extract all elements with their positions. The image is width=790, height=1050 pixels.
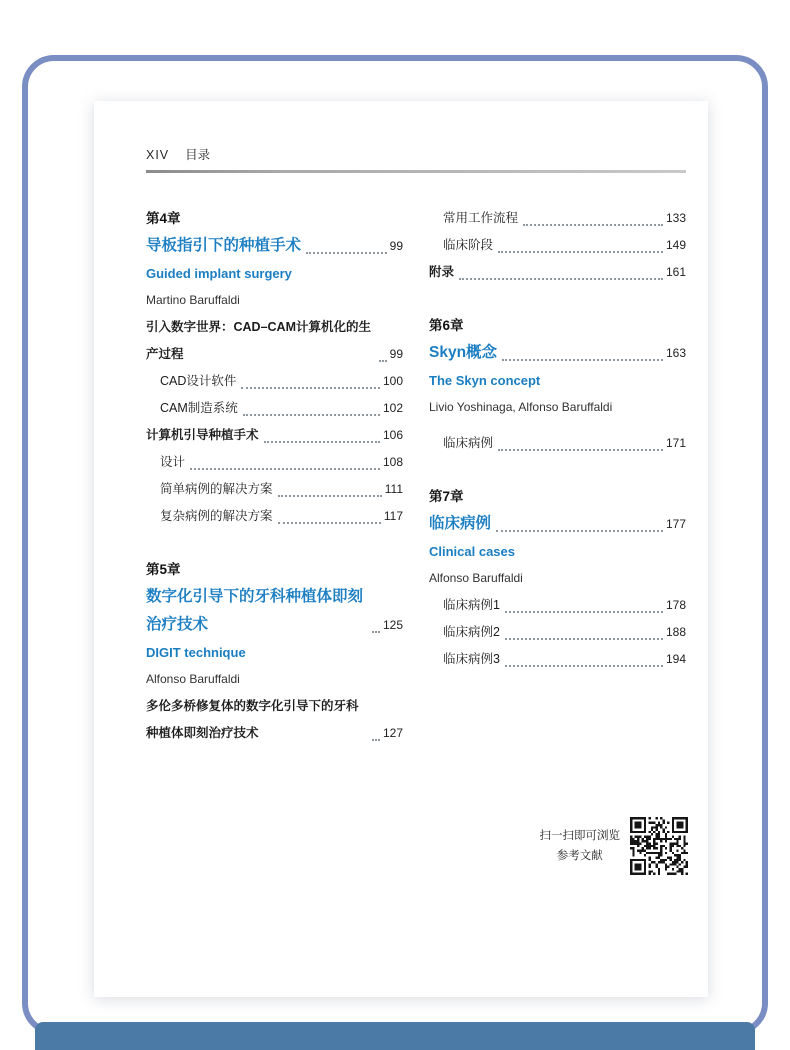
toc-entry (429, 205, 686, 232)
page-number: 111 (384, 482, 403, 496)
qr-code (630, 817, 688, 875)
chapter-title-cn (146, 583, 403, 639)
dot-leader (264, 441, 380, 443)
page-number: 108 (382, 455, 403, 469)
row-text: 第7章 (429, 489, 464, 504)
page-number: 188 (665, 625, 686, 639)
toc-entry (146, 503, 403, 530)
page-number: 194 (665, 652, 686, 666)
toc-entry (146, 449, 403, 476)
row-text: Martino Baruffaldi (146, 293, 240, 307)
chapter-title-cn (429, 339, 686, 367)
dot-leader (498, 449, 663, 451)
row-text: 第4章 (146, 211, 181, 226)
row-text: CAD设计软件 (160, 374, 237, 388)
header-rule (146, 170, 686, 173)
page-frame (22, 55, 768, 1035)
row-text: DIGIT technique (146, 645, 246, 660)
page-number: 99 (389, 347, 403, 361)
qr-caption (540, 826, 621, 866)
toc-entry (146, 395, 403, 422)
dot-leader (190, 468, 380, 470)
chapter-title-en (429, 367, 686, 394)
page-number: 133 (665, 211, 686, 225)
row-text: CAM制造系统 (160, 401, 238, 415)
dot-leader (502, 359, 663, 361)
row-text: 导板指引下的种植手术 (146, 237, 302, 254)
page-number: 100 (382, 374, 403, 388)
toc-columns (146, 205, 686, 747)
author-line (146, 287, 403, 314)
row-text: 计算机引导种植手术 (146, 428, 259, 442)
row-text: 临床病例 (443, 436, 494, 450)
row-text: Livio Yoshinaga, Alfonso Baruffaldi (429, 400, 613, 414)
chapter-title-en (146, 260, 403, 287)
dot-leader (243, 414, 380, 416)
chapter-title-en (146, 639, 403, 666)
page-number: 99 (389, 239, 403, 253)
dot-leader (372, 739, 380, 741)
row-text: 引入数字世界：CAD–CAM计算机化的生产过程 (146, 320, 372, 361)
row-text: 简单病例的解决方案 (160, 482, 273, 496)
page-number: 125 (382, 618, 403, 632)
dot-leader (523, 224, 663, 226)
dot-leader (278, 522, 381, 524)
dot-leader (459, 278, 663, 280)
qr-caption-line1: 扫一扫即可浏览 (539, 830, 620, 842)
header-section-label: 目录 (185, 148, 211, 162)
toc-entry (146, 476, 403, 503)
toc-entry (429, 619, 686, 646)
toc-column-right (429, 205, 686, 747)
dot-leader (278, 495, 382, 497)
chapter-label (146, 556, 403, 583)
chapter-title-cn (429, 510, 686, 538)
page-number: 178 (665, 598, 686, 612)
chapter-label (429, 312, 686, 339)
page-content (94, 101, 708, 747)
dot-leader (372, 631, 380, 633)
toc-entry (146, 422, 403, 449)
page-number: 161 (665, 265, 686, 279)
row-text: Alfonso Baruffaldi (429, 571, 523, 585)
chapter-title-cn (146, 232, 403, 260)
dot-leader (306, 252, 387, 254)
chapter-label (429, 483, 686, 510)
row-text: 临床病例2 (443, 625, 500, 639)
toc-column-left (146, 205, 403, 747)
page-number: 106 (382, 428, 403, 442)
chapter-label (146, 205, 403, 232)
toc-entry (429, 592, 686, 619)
folio-page-number: XIV (146, 148, 170, 162)
page-number: 117 (383, 509, 403, 523)
toc-entry (429, 232, 686, 259)
row-text: Clinical cases (429, 544, 515, 559)
dot-leader (241, 387, 380, 389)
row-text: 设计 (160, 455, 186, 469)
row-text: The Skyn concept (429, 373, 541, 388)
row-text: 复杂病例的解决方案 (160, 509, 273, 523)
page-number: 102 (382, 401, 403, 415)
row-text: 临床病例 (429, 515, 492, 532)
dot-leader (496, 530, 663, 532)
toc-page (94, 101, 708, 997)
qr-caption-line2: 参考文献 (556, 850, 603, 862)
row-text: 多伦多桥修复体的数字化引导下的牙科种植体即刻治疗技术 (146, 699, 359, 740)
row-text: 第5章 (146, 562, 181, 577)
row-text: 数字化引导下的牙科种植体即刻治疗技术 (146, 588, 364, 633)
row-text: Guided implant surgery (146, 266, 292, 281)
row-text: 第6章 (429, 318, 464, 333)
dot-leader (505, 611, 663, 613)
author-line (429, 394, 686, 421)
toc-entry (429, 646, 686, 673)
dot-leader (505, 638, 663, 640)
row-text: 临床阶段 (443, 238, 494, 252)
chapter-title-en (429, 538, 686, 565)
row-text: 常用工作流程 (443, 211, 519, 225)
toc-entry (146, 693, 403, 747)
row-text: 临床病例1 (443, 598, 500, 612)
toc-entry (146, 314, 403, 368)
row-text: Skyn概念 (429, 344, 498, 361)
dot-leader (498, 251, 663, 253)
author-line (146, 666, 403, 693)
page-number: 127 (382, 726, 403, 740)
row-text: 临床病例3 (443, 652, 500, 666)
next-page-edge (35, 1022, 755, 1050)
page-number: 177 (665, 517, 686, 531)
toc-entry (146, 368, 403, 395)
page-number: 163 (665, 346, 686, 360)
page-number: 149 (665, 238, 686, 252)
dot-leader (379, 360, 387, 362)
toc-entry (429, 259, 686, 286)
dot-leader (505, 665, 663, 667)
toc-entry (429, 430, 686, 457)
toc-header (146, 145, 686, 163)
author-line (429, 565, 686, 592)
qr-block (540, 817, 689, 875)
page-number: 171 (665, 436, 686, 450)
row-text: Alfonso Baruffaldi (146, 672, 240, 686)
row-text: 附录 (429, 265, 455, 279)
